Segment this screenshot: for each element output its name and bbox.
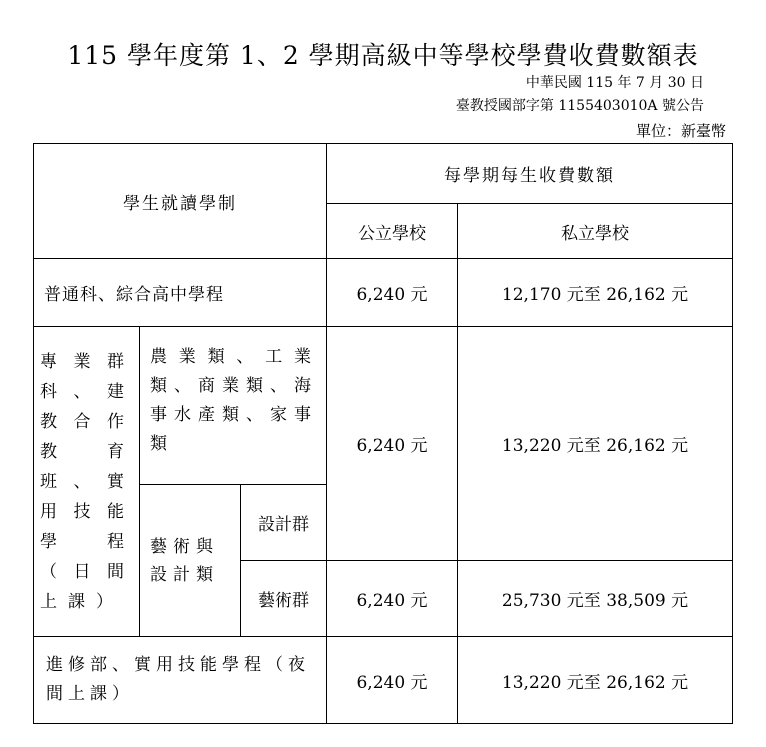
header-school-system: 學生就讀學制 [34, 144, 327, 259]
general-program-label: 普通科、綜合高中學程 [34, 259, 327, 327]
night-program-label: 進修部、實用技能學程（夜間上課） [34, 637, 327, 724]
vocational-categories-label: 農業類、工業類、商業類、海事水產類、家事類 [140, 327, 327, 485]
design-group-label: 設計群 [241, 485, 327, 561]
vocational-public-fee: 6,240 元 [327, 327, 458, 561]
header-public-school: 公立學校 [327, 204, 458, 259]
arts-design-category-label: 藝術與設計類 [140, 485, 241, 637]
vocational-private-fee: 13,220 元至 26,162 元 [458, 327, 733, 561]
night-private-fee: 13,220 元至 26,162 元 [458, 637, 733, 724]
page-title: 115 學年度第 1、2 學期高級中等學校學費收費數額表 [67, 41, 699, 70]
arts-group-public-fee: 6,240 元 [327, 561, 458, 637]
currency-unit: 單位：新臺幣 [635, 122, 726, 140]
general-public-fee: 6,240 元 [327, 259, 458, 327]
arts-group-private-fee: 25,730 元至 38,509 元 [458, 561, 733, 637]
header-fee-amount: 每學期每生收費數額 [327, 144, 733, 204]
fee-table [33, 143, 733, 724]
vocational-program-label: 專業群科、建教合作教育班、實用技能學程（日間上課） [34, 327, 140, 637]
arts-group-label: 藝術群 [241, 561, 327, 637]
announcement-number: 臺教授國部字第 1155403010A 號公告 [455, 98, 704, 114]
header-private-school: 私立學校 [458, 204, 733, 259]
issue-date: 中華民國 115 年 7 月 30 日 [525, 75, 704, 91]
general-private-fee: 12,170 元至 26,162 元 [458, 259, 733, 327]
night-public-fee: 6,240 元 [327, 637, 458, 724]
